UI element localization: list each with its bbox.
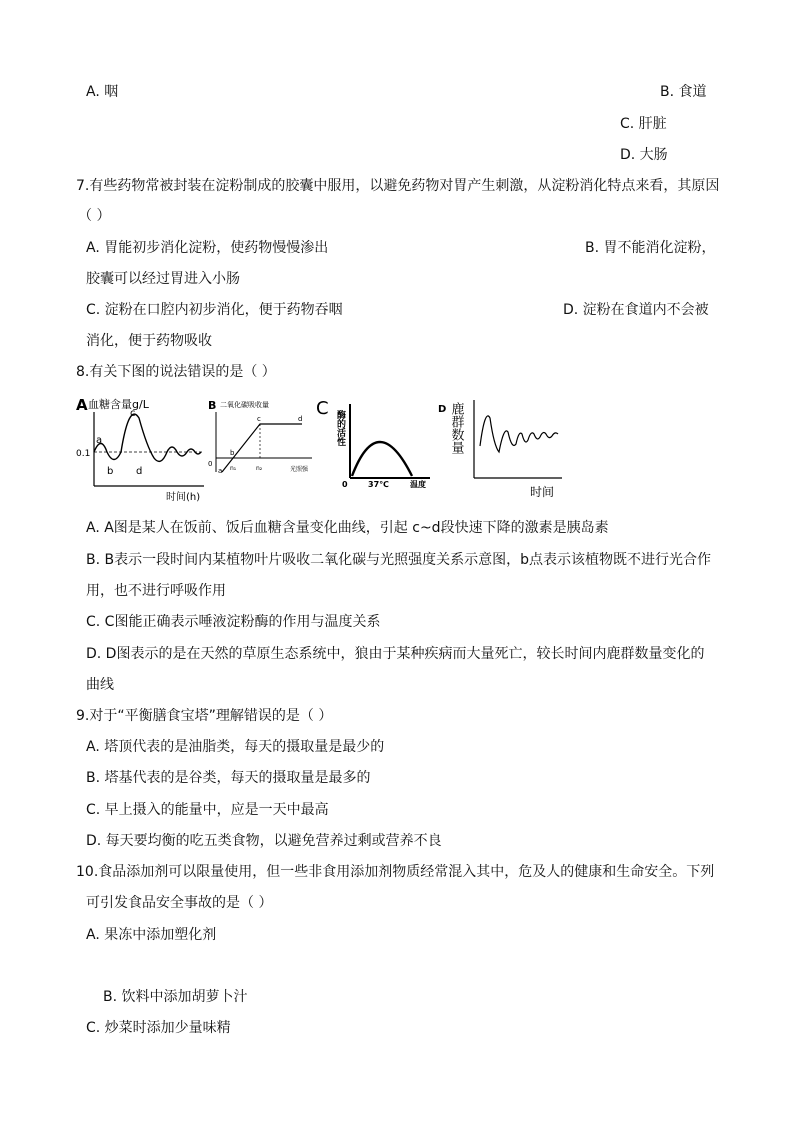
q6-option-a: A. 咽 (86, 84, 119, 100)
figure-d-deer-population (436, 394, 566, 502)
q7-option-b: B. 胃不能消化淀粉， (585, 240, 716, 256)
fig-b-point-a: a (218, 467, 223, 475)
fig-b-xlabel: 光照强 (290, 466, 309, 473)
q7-option-a: A. 胃能初步消化淀粉，使药物慢慢渗出 (86, 240, 329, 256)
fig-a-ylabel: 血糖含量g/L (88, 398, 149, 411)
q7-option-c: C. 淀粉在口腔内初步消化，便于药物吞咽 (86, 302, 343, 318)
fig-b-origin: 0 (208, 460, 213, 468)
fig-b-tick-n2: n₂ (256, 465, 263, 472)
q8-stem: 8.有关下图的说法错误的是（ ） (76, 364, 276, 380)
fig-b-point-d: d (298, 415, 303, 423)
q7-answer-bracket: （ ） (78, 208, 111, 224)
q6-option-b: B. 食道 (660, 84, 707, 100)
q8-option-b-cont: 用，也不进行呼吸作用 (86, 583, 226, 599)
fig-c-origin: 0 (342, 480, 348, 488)
fig-d-letter: D (438, 404, 447, 415)
q7-option-d: D. 淀粉在食道内不会被 (563, 302, 709, 318)
q6-option-c: C. 肝脏 (620, 116, 667, 132)
fig-b-ylabel: 二氧化碳吸收量 (220, 401, 269, 409)
fig-a-xlabel: 时间(h) (166, 492, 201, 503)
fig-a-point-b: b (107, 466, 114, 477)
fig-d-ylabel: 鹿群数量 (448, 402, 464, 454)
fig-c-letter: C (316, 398, 329, 419)
fig-b-point-b: b (230, 449, 235, 457)
q6-option-d: D. 大肠 (620, 147, 668, 163)
fig-a-ytick: 0.1 (76, 449, 91, 459)
q9-option-d: D. 每天要均衡的吃五类食物，以避免营养过剩或营养不良 (86, 833, 442, 849)
fig-b-point-c: c (257, 415, 261, 423)
q9-option-b: B. 塔基代表的是谷类，每天的摄取量是最多的 (86, 770, 371, 786)
q7-stem: 7.有些药物常被封装在淀粉制成的胶囊中服用，以避免药物对胃产生刺激，从淀粉消化特点来看，其原因 (76, 178, 720, 194)
fig-a-point-a: a (96, 435, 103, 446)
figure-b-co2-absorption (208, 394, 316, 486)
fig-b-letter: B (208, 399, 217, 412)
fig-c-xlabel: 温度 (410, 480, 426, 488)
fig-a-point-c: c (130, 408, 136, 419)
fig-a-letter: A (76, 396, 88, 414)
q8-option-d-cont: 曲线 (86, 677, 114, 693)
q9-option-a: A. 塔顶代表的是油脂类，每天的摄取量是最少的 (86, 739, 385, 755)
fig-c-tick-37: 37℃ (368, 480, 389, 488)
q9-stem: 9.对于“平衡膳食宝塔”理解错误的是（ ） (76, 708, 333, 724)
q10-stem: 10.食品添加剂可以限量使用，但一些非食用添加剂物质经常混入其中，危及人的健康和生命安全。下列 (76, 864, 715, 880)
fig-d-xlabel: 时间 (530, 485, 555, 499)
fig-c-ylabel: 酶的活性 (335, 410, 345, 446)
fig-a-point-d: d (136, 466, 143, 477)
q8-option-c: C. C图能正确表示唾液淀粉酶的作用与温度关系 (86, 614, 381, 630)
figure-c-enzyme-temperature (316, 394, 434, 488)
q10-stem-cont: 可引发食品安全事故的是（ ） (86, 895, 273, 911)
q7-option-d-cont: 消化，便于药物吸收 (86, 333, 212, 349)
q9-option-c: C. 早上摄入的能量中，应是一天中最高 (86, 802, 329, 818)
fig-b-tick-n1: n₁ (230, 465, 237, 472)
q7-option-b-cont: 胶囊可以经过胃进入小肠 (86, 271, 240, 287)
q8-option-a: A. A图是某人在饭前、饭后血糖含量变化曲线，引起 c~d段快速下降的激素是胰岛素 (86, 520, 609, 536)
q10-option-a: A. 果冻中添加塑化剂 (86, 927, 217, 943)
q10-option-b: B. 饮料中添加胡萝卜汁 (103, 989, 248, 1005)
q8-option-b: B. B表示一段时间内某植物叶片吸收二氧化碳与光照强度关系示意图，b点表示该植物既不进行光合作 (86, 552, 711, 568)
q10-option-c: C. 炒菜时添加少量味精 (86, 1020, 231, 1036)
figure-a-blood-sugar (74, 392, 213, 504)
q8-option-d: D. D图表示的是在天然的草原生态系统中，狼由于某种疾病而大量死亡，较长时间内鹿群数量变化的 (86, 646, 705, 662)
